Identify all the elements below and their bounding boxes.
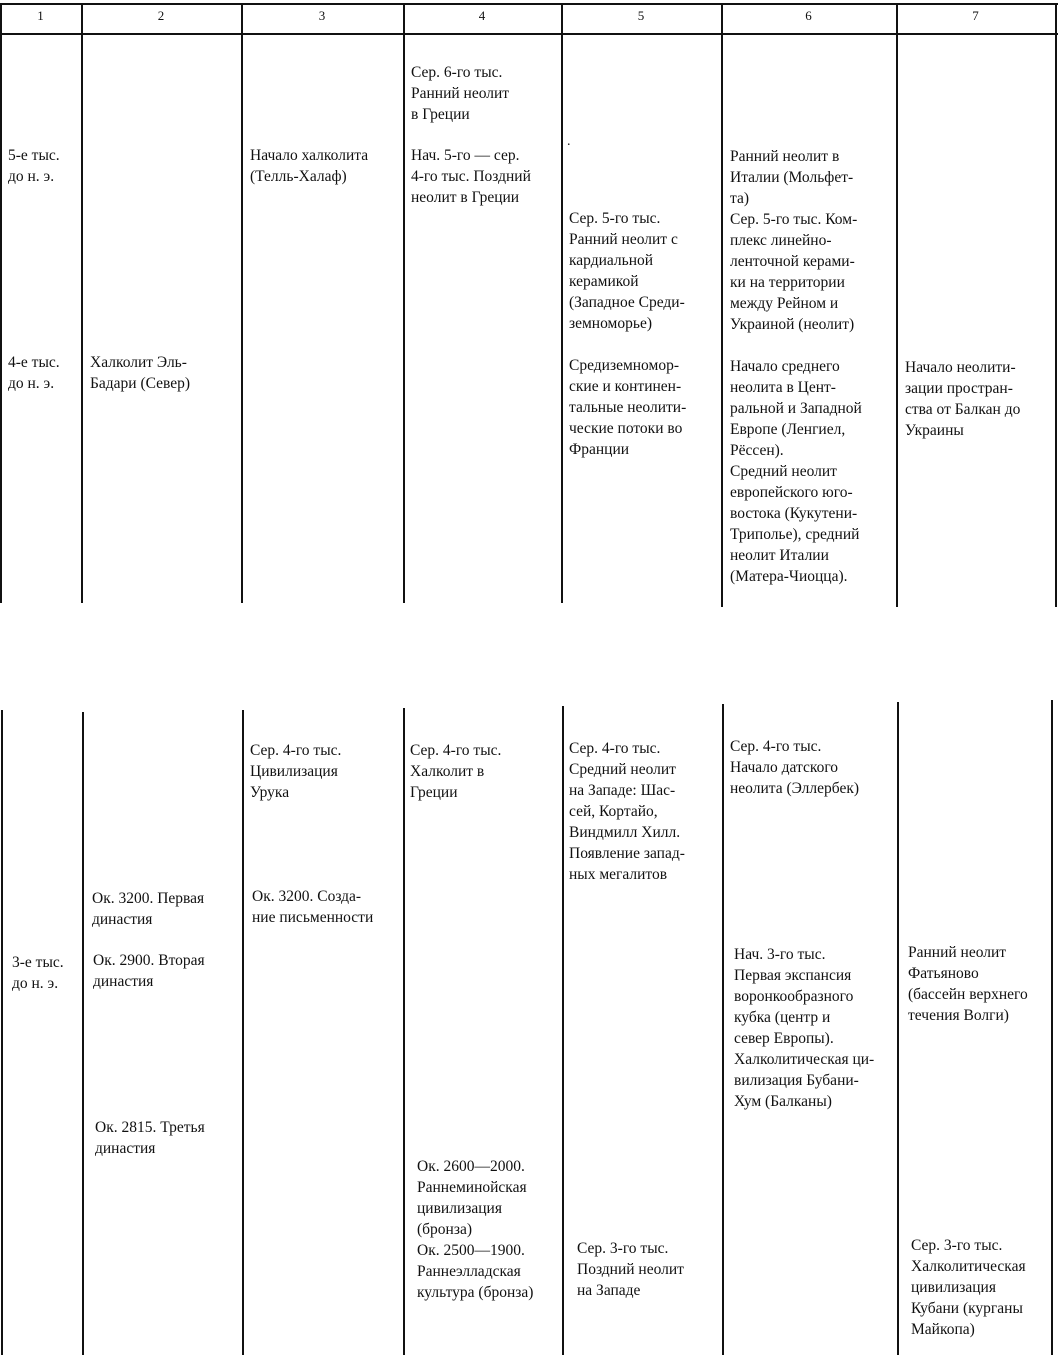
text-line: Начало халколита [250, 147, 369, 164]
text-line: династия [92, 911, 153, 928]
text-line: Кубани (курганы [911, 1300, 1023, 1317]
text-line: Триполье), средний [730, 526, 860, 543]
text-line: Начало датского [730, 759, 839, 776]
text-line: Сер. 4-го тыс. [410, 742, 502, 759]
text-line: до н. э. [8, 168, 55, 185]
text-line: Нач. 3-го тыс. [734, 946, 826, 963]
text-line: цивилизация [911, 1279, 996, 1296]
text-line: (Матера-Чиоцца). [730, 568, 848, 585]
text-line: цивилизация [417, 1200, 502, 1217]
table-entry [905, 357, 1020, 441]
era-label [8, 145, 60, 187]
text-line: Украиной (неолит) [730, 316, 855, 333]
text-line: на Западе [577, 1282, 641, 1299]
col-divider [896, 3, 898, 607]
text-line: Раннеэлладская [417, 1263, 521, 1280]
text-line: вилизация Бубани- [734, 1072, 859, 1089]
text-line: династия [93, 973, 154, 990]
text-line: европейского юго- [730, 484, 853, 501]
text-line: Сер. 5-го тыс. Ком- [730, 211, 858, 228]
text-line: Ранний неолит с [569, 231, 678, 248]
text-line: Бадари (Север) [90, 375, 191, 392]
table-entry [911, 1235, 1026, 1340]
table-entry [252, 886, 373, 928]
text-line: ленточной керами- [730, 253, 855, 270]
text-line: воронкообразного [734, 988, 854, 1005]
text-line: Ок. 3200. Созда- [252, 888, 362, 905]
text-line: (Телль-Халаф) [250, 168, 347, 185]
text-line: Поздний неолит [577, 1261, 684, 1278]
text-line: Ок. 2900. Вторая [93, 952, 205, 969]
text-line: династия [95, 1140, 156, 1157]
table-entry [410, 740, 501, 803]
text-line: ские и континен- [569, 378, 682, 395]
text-line: 5-е тыс. [8, 147, 60, 164]
text-line: (бассейн верхнего [908, 986, 1028, 1003]
text-line: Средний неолит [730, 463, 837, 480]
text-line: Виндмилл Хилл. [569, 824, 681, 841]
text-line: Ок. 2600—2000. [417, 1158, 525, 1175]
table-entry [730, 356, 862, 587]
text-line: Начало неолити- [905, 359, 1016, 376]
text-line: Урука [250, 784, 290, 801]
text-line: ческие потоки во [569, 420, 683, 437]
text-line: плекс линейно- [730, 232, 832, 249]
column-header: 7 [972, 8, 979, 23]
text-line: Нач. 5-го — сер. [411, 147, 520, 164]
text-line: (бронза) [417, 1221, 473, 1238]
col-divider [241, 3, 243, 603]
text-line: Франции [569, 441, 630, 458]
column-header: 4 [478, 8, 486, 23]
col-divider [897, 702, 899, 1355]
text-line: Средний неолит [569, 761, 676, 778]
table-entry [730, 736, 859, 799]
text-line: Средиземномор- [569, 357, 679, 374]
col-divider [722, 704, 724, 1355]
col-divider [721, 3, 723, 607]
col-divider [403, 708, 405, 1355]
col-divider [81, 3, 83, 603]
col-divider [1, 710, 3, 1355]
col-divider [82, 712, 84, 1355]
table-entry [730, 146, 857, 335]
text-line: сей, Кортайо, [569, 803, 658, 820]
column-header: 5 [637, 8, 645, 23]
table-entry [569, 208, 685, 334]
text-line: Майкопа) [911, 1321, 975, 1338]
text-line: неолит Италии [730, 547, 829, 564]
text-line: Халколит Эль- [90, 354, 187, 371]
text-line: Халколитическая [911, 1258, 1026, 1275]
text-line: Ранний неолит [908, 944, 1007, 961]
text-line: кардиальной [569, 252, 654, 269]
text-line: в Греции [411, 106, 470, 123]
text-line: неолита (Эллербек) [730, 780, 860, 797]
text-line: Сер. 4-го тыс. [569, 740, 661, 757]
table-entry [569, 355, 686, 460]
text-line: земноморье) [569, 315, 652, 332]
table-entry [908, 942, 1028, 1026]
stray-dot: . [567, 134, 571, 149]
table-entry [93, 950, 205, 992]
col-divider [403, 3, 405, 603]
text-line: Начало среднего [730, 358, 840, 375]
column-header: 2 [157, 8, 165, 23]
table-entry [90, 352, 190, 394]
text-line: кубка (центр и [734, 1009, 831, 1026]
text-line: до н. э. [12, 975, 59, 992]
col-divider [562, 706, 564, 1355]
column-header: 1 [37, 8, 44, 23]
era-label [8, 352, 60, 394]
text-line: Сер. 3-го тыс. [577, 1240, 669, 1257]
text-line: ральной и Западной [730, 400, 862, 417]
text-line: ки на территории [730, 274, 845, 291]
text-line: ства от Балкан до [905, 401, 1021, 418]
text-line: неолит в Греции [411, 189, 520, 206]
text-line: неолита в Цент- [730, 379, 836, 396]
text-line: до н. э. [8, 375, 55, 392]
col-divider [1051, 700, 1053, 1355]
table-entry [734, 944, 874, 1112]
text-line: Раннеминойская [417, 1179, 527, 1196]
text-line: Ранний неолит в [730, 148, 840, 165]
col-divider [0, 3, 2, 603]
text-line: зации простран- [905, 380, 1013, 397]
col-divider [242, 710, 244, 1355]
text-line: Сер. 4-го тыс. [250, 742, 342, 759]
text-line: течения Волги) [908, 1007, 1009, 1024]
table-entry [577, 1238, 684, 1301]
text-line: Европе (Ленгиел, [730, 421, 846, 438]
text-line: 4-е тыс. [8, 354, 60, 371]
text-line: культура (бронза) [417, 1284, 534, 1301]
table-top-border [0, 3, 1058, 5]
text-line: между Рейном и [730, 295, 839, 312]
text-line: Италии (Мольфет- [730, 169, 854, 186]
table-entry [411, 145, 531, 208]
era-label [12, 952, 64, 994]
text-line: Сер. 3-го тыс. [911, 1237, 1003, 1254]
col-divider [1055, 3, 1057, 607]
text-line: Первая экспансия [734, 967, 852, 984]
text-line: ние письменности [252, 909, 374, 926]
text-line: Ок. 2815. Третья [95, 1119, 205, 1136]
text-line: та) [730, 190, 750, 207]
text-line: Украины [905, 422, 964, 439]
text-line: Цивилизация [250, 763, 338, 780]
text-line: Сер. 6-го тыс. [411, 64, 503, 81]
col-divider [561, 3, 563, 603]
text-line: Ок. 2500—1900. [417, 1242, 525, 1259]
table-entry [95, 1117, 205, 1159]
text-line: Рёссен). [730, 442, 784, 459]
column-header: 3 [318, 8, 326, 23]
text-line: ных мегалитов [569, 866, 668, 883]
text-line: Ранний неолит [411, 85, 510, 102]
text-line: востока (Кукутени- [730, 505, 858, 522]
text-line: 3-е тыс. [12, 954, 64, 971]
text-line: 4-го тыс. Поздний [411, 168, 531, 185]
text-line: Появление запад- [569, 845, 685, 862]
text-line: Халколит в [410, 763, 485, 780]
text-line: Фатьяново [908, 965, 979, 982]
text-line: Сер. 5-го тыс. [569, 210, 661, 227]
header-bottom-border [0, 33, 1058, 35]
table-entry [250, 740, 341, 803]
text-line: тальные неолити- [569, 399, 687, 416]
table-entry [569, 738, 685, 885]
text-line: на Западе: Шас- [569, 782, 676, 799]
table-entry [417, 1156, 533, 1303]
text-line: Халколитическая ци- [734, 1051, 875, 1068]
text-line: (Западное Среди- [569, 294, 685, 311]
table-entry [92, 888, 204, 930]
text-line: Ок. 3200. Первая [92, 890, 205, 907]
text-line: Греции [410, 784, 458, 801]
text-line: север Европы). [734, 1030, 834, 1047]
table-entry [250, 145, 368, 187]
table-entry [411, 62, 509, 125]
text-line: Сер. 4-го тыс. [730, 738, 822, 755]
column-header: 6 [805, 8, 812, 23]
text-line: Хум (Балканы) [734, 1093, 832, 1110]
text-line: керамикой [569, 273, 639, 290]
